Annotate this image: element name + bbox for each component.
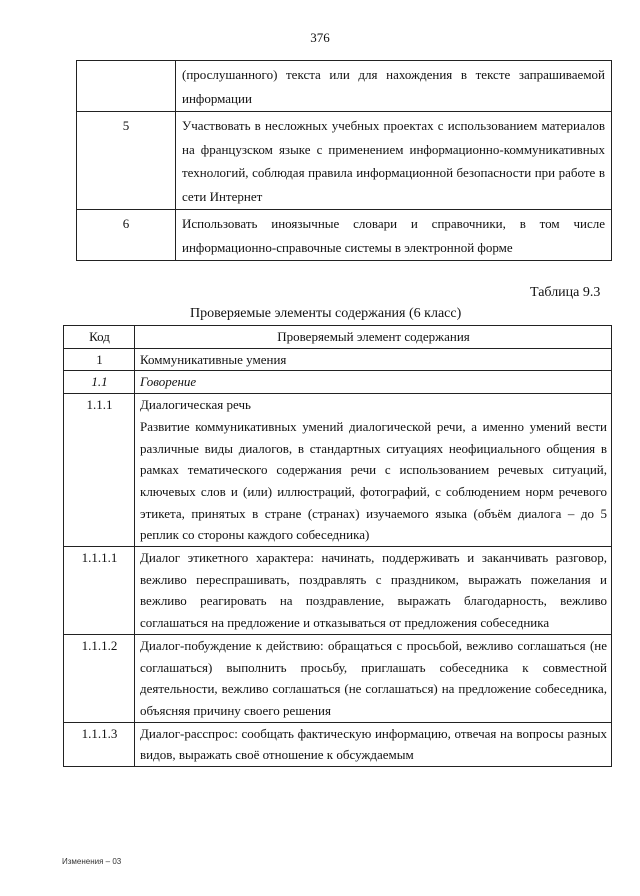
row-code: 1.1.1.2 <box>64 634 135 722</box>
header-element: Проверяемый элемент содержания <box>135 326 612 349</box>
row-code: 1.1.1.1 <box>64 547 135 635</box>
row-heading: Диалогическая речь <box>140 397 251 413</box>
row-text: Использовать иноязычные словари и справочники, в том числе информационно-справочные системы в электронной форме <box>176 210 612 261</box>
row-heading: Коммуникативные умения <box>135 348 612 371</box>
page-number: 376 <box>310 30 330 45</box>
content-elements-table <box>63 325 612 767</box>
table-row <box>64 371 612 394</box>
row-heading: Диалог-расспрос: сообщать фактическую информацию, отвечая на вопросы разных видов, выражать своё отношение к обсуждаемым <box>135 722 612 766</box>
table-row <box>77 61 612 112</box>
header-code: Код <box>64 326 135 349</box>
row-heading: Диалог-побуждение к действию: обращаться с просьбой, вежливо соглашаться (не соглашаться) выполнить просьбу, приглашать собеседника к совместной деятельности, вежливо соглашаться (не соглашаться) на предложение собеседника, объясняя причину своего решения <box>135 634 612 722</box>
objectives-table <box>76 60 612 261</box>
table-row <box>64 634 612 722</box>
table-caption: Таблица 9.3 <box>530 285 601 300</box>
row-code: 1.1.1 <box>64 394 135 547</box>
row-text: Участвовать в несложных учебных проектах с использованием материалов на французском языке с применением информационно-коммуникативных технологий, соблюдая правила информационной безопасности при работе в сети Интернет <box>176 112 612 210</box>
table-row <box>64 394 612 547</box>
row-number: 6 <box>77 210 176 261</box>
row-code: 1.1 <box>64 371 135 394</box>
row-code: 1.1.1.3 <box>64 722 135 766</box>
table-title: Проверяемые элементы содержания (6 класс) <box>190 306 462 321</box>
row-number <box>77 61 176 112</box>
row-heading: Диалог этикетного характера: начинать, поддерживать и заканчивать разговор, вежливо переспрашивать, поздравлять с праздником, выражать пожелания и вежливо реагировать на поздравление, выражать благодарность, вежливо соглашаться на предложение и отказываться от предложения собеседника <box>135 547 612 635</box>
row-cell <box>135 394 612 547</box>
table-row <box>64 547 612 635</box>
table-row <box>77 112 612 210</box>
footer-revision: Изменения – 03 <box>62 857 122 866</box>
table-row <box>64 722 612 766</box>
table-row <box>64 348 612 371</box>
row-text: (прослушанного) текста или для нахождения в тексте запрашиваемой информации <box>176 61 612 112</box>
row-heading: Говорение <box>135 371 612 394</box>
table-row <box>77 210 612 261</box>
row-body: Развитие коммуникативных умений диалогической речи, а именно умений вести различные виды диалогов, в стандартных ситуациях неофициального общения в рамках тематического содержания речи с использованием речевых ситуаций, ключевых слов и (или) иллюстраций, фотографий, с соблюдением норм речевого этикета, принятых в стране (странах) изучаемого языка (объём диалога – до 5 реплик со стороны каждого собеседника) <box>140 418 607 543</box>
row-number: 5 <box>77 112 176 210</box>
row-code: 1 <box>64 348 135 371</box>
table-header-row <box>64 326 612 349</box>
